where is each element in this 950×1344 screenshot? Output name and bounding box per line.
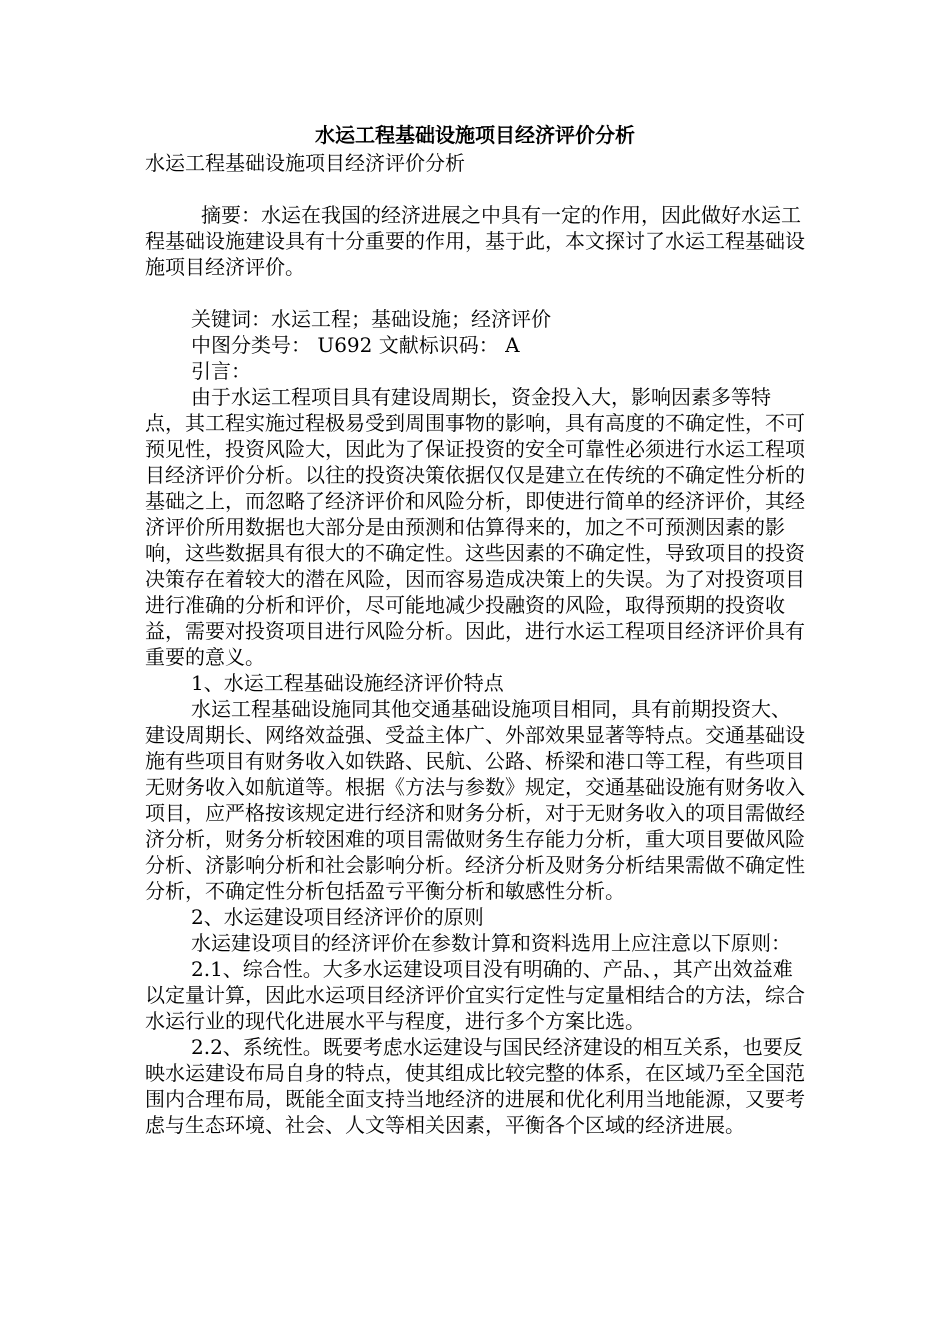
intro-paragraph: 由于水运工程项目具有建设周期长，资金投入大，影响因素多等特点，其工程实施过程极易受到周围事物的影响，具有高度的不确定性，不可预见性，投资风险大，因此为了保证投资的安全可靠性必须进行水运工程项目经济评价分析。以往的投资决策依据仅仅是建立在传统的不确定性分析的基础之上，而忽略了经济评价和风险分析，即使进行简单的经济评价，其经济评价所用数据也大部分是由预测和估算得来的，加之不可预测因素的影响，这些数据具有很大的不确定性。这些因素的不确定性，导致项目的投资决策存在着较大的潜在风险，因而容易造成决策上的失误。为了对投资项目进行准确的分析和评价，尽可能地减少投融资的风险，取得预期的投资收益，需要对投资项目进行风险分析。因此，进行水运工程项目经济评价具有重要的意义。 bbox=[145, 385, 805, 669]
keywords-line: 关键词：水运工程；基础设施；经济评价 bbox=[191, 307, 551, 331]
section-2-paragraph: 水运建设项目的经济评价在参数计算和资料选用上应注意以下原则： bbox=[191, 931, 791, 955]
document-subtitle: 水运工程基础设施项目经济评价分析 bbox=[145, 151, 465, 175]
abstract-paragraph: 摘要：水运在我国的经济进展之中具有一定的作用，因此做好水运工程基础设施建设具有十分重要的作用，基于此，本文探讨了水运工程基础设施项目经济评价。 bbox=[145, 203, 805, 279]
section-1-heading: 1、水运工程基础设施经济评价特点 bbox=[191, 671, 504, 695]
point-2-1-paragraph: 2.1、综合性。大多水运建设项目没有明确的、产品、，其产出效益难以定量计算，因此水运项目经济评价宜实行定性与定量相结合的方法，综合水运行业的现代化进展水平与程度，进行多个方案比选。 bbox=[145, 957, 805, 1033]
intro-heading: 引言： bbox=[191, 359, 251, 383]
section-1-paragraph: 水运工程基础设施同其他交通基础设施项目相同，具有前期投资大、建设周期长、网络效益强、受益主体广、外部效果显著等特点。交通基础设施有些项目有财务收入如铁路、民航、公路、桥梁和港口等工程，有些项目无财务收入如航道等。根据《方法与参数》规定，交通基础设施有财务收入项目，应严格按该规定进行经济和财务分析，对于无财务收入的项目需做经济分析，财务分析较困难的项目需做财务生存能力分析，重大项目要做风险分析、济影响分析和社会影响分析。经济分析及财务分析结果需做不确定性分析，不确定性分析包括盈亏平衡分析和敏感性分析。 bbox=[145, 697, 805, 903]
point-2-2-paragraph: 2.2、系统性。既要考虑水运建设与国民经济建设的相互关系，也要反映水运建设布局自身的特点，使其组成比较完整的体系，在区域乃至全国范围内合理布局，既能全面支持当地经济的进展和优化利用当地能源，又要考虑与生态环境、社会、人文等相关因素，平衡各个区域的经济进展。 bbox=[145, 1035, 805, 1137]
section-2-heading: 2、水运建设项目经济评价的原则 bbox=[191, 905, 484, 929]
classification-line: 中图分类号： U692 文献标识码： A bbox=[191, 333, 520, 357]
document-body bbox=[145, 120, 805, 1138]
document-title: 水运工程基础设施项目经济评价分析 bbox=[315, 123, 635, 147]
